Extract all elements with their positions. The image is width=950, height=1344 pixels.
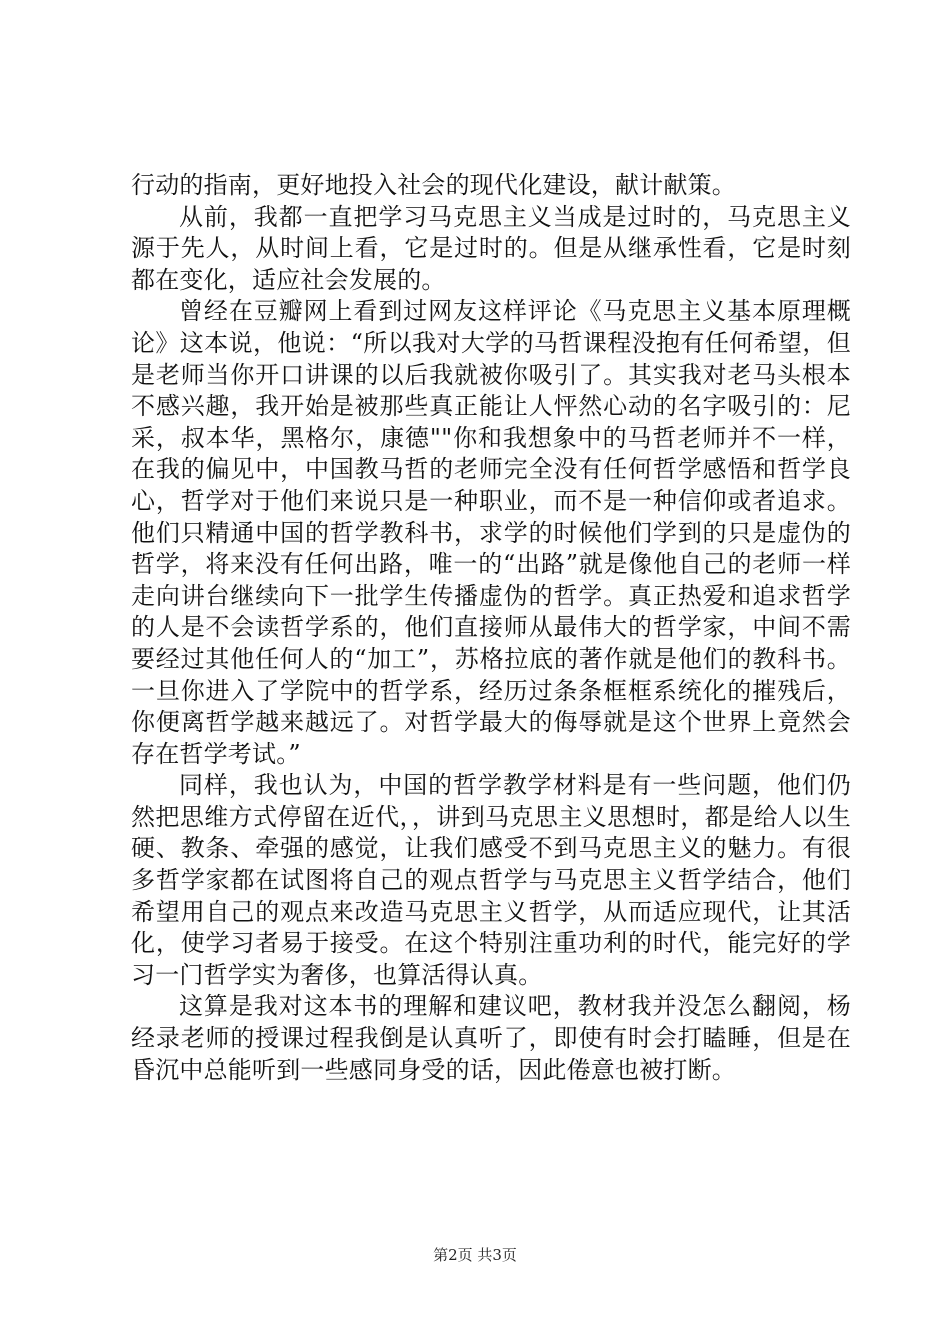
page-number-footer: 第2页 共3页 [433, 1246, 517, 1264]
paragraph-continuation: 行动的指南，更好地投入社会的现代化建设，献计献策。 [131, 171, 736, 199]
paragraph: 这算是我对这本书的理解和建议吧，教材我并没怎么翻阅，杨经录老师的授课过程我倒是认真听了，即使有时会打瞌睡，但是在昏沉中总能听到一些感同身受的话，因此倦意也被打断。 [131, 992, 851, 1084]
document-body [131, 170, 851, 1086]
paragraph: 从前，我都一直把学习马克思主义当成是过时的，马克思主义源于先人，从时间上看，它是过时的。但是从继承性看，它是时刻都在变化，适应社会发展的。 [131, 202, 851, 294]
paragraph: 同样，我也认为，中国的哲学教学材料是有一些问题，他们仍然把思维方式停留在近代，，讲到马克思主义思想时，都是给人以生硬、教条、牵强的感觉，让我们感受不到马克思主义的魅力。有很多哲学家都在试图将自己的观点哲学与马克思主义哲学结合，他们希望用自己的观点来改造马克思主义哲学，从而适应现代，让其活化，使学习者易于接受。在这个特别注重功利的时代，能完好的学习一门哲学实为奢侈，也算活得认真。 [131, 771, 851, 989]
paragraph: 曾经在豆瓣网上看到过网友这样评论《马克思主义基本原理概论》这本说，他说：“所以我对大学的马哲课程没抱有任何希望，但是老师当你开口讲课的以后我就被你吸引了。其实我对老马头根本不感兴趣，我开始是被那些真正能让人怦然心动的名字吸引的：尼采，叔本华，黑格尔，康德""你和我想象中的马哲老师并不一样，在我的偏见中，中国教马哲的老师完全没有任何哲学感悟和哲学良心，哲学对于他们来说只是一种职业，而不是一种信仰或者追求。他们只精通中国的哲学教科书，求学的时候他们学到的只是虚伪的哲学，将来没有任何出路，唯一的“出路”就是像他自己的老师一样走向讲台继续向下一批学生传播虚伪的哲学。真正热爱和追求哲学的人是不会读哲学系的，他们直接师从最伟大的哲学家，中间不需要经过其他任何人的“加工”，苏格拉底的著作就是他们的教科书。一旦你进入了学院中的哲学系，经历过条条框框系统化的摧残后，你便离哲学越来越远了。对哲学最大的侮辱就是这个世界上竟然会存在哲学考试。” [131, 297, 851, 768]
